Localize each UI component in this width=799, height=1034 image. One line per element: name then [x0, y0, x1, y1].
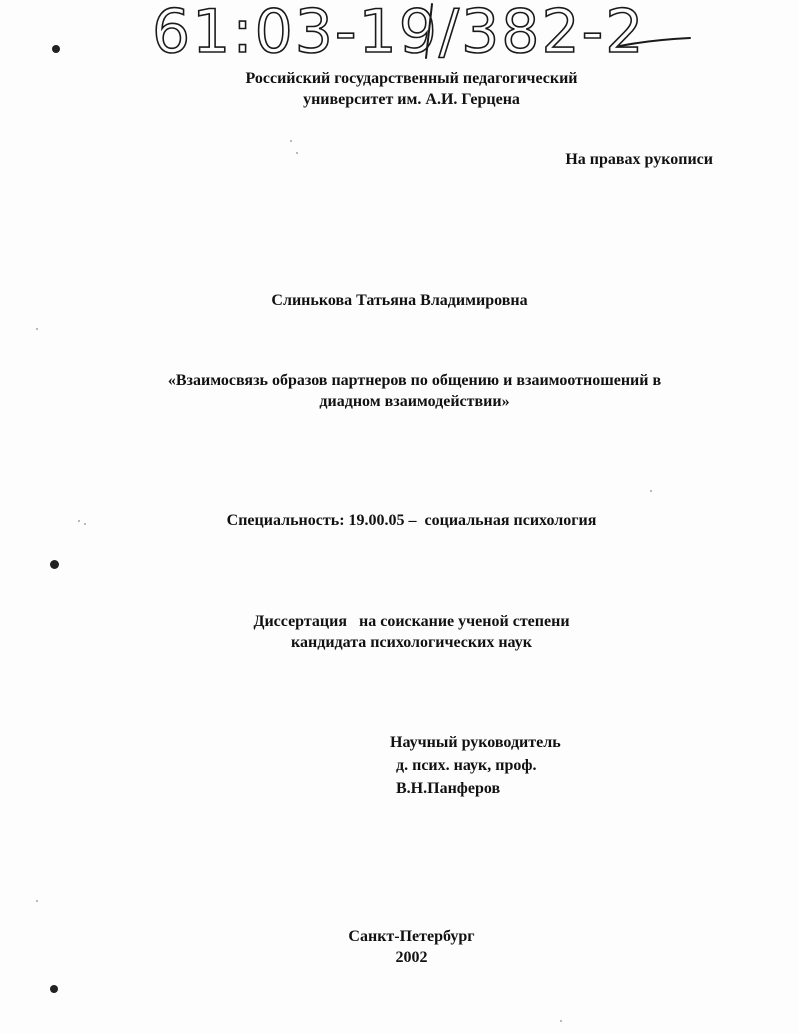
- city-name: Санкт-Петербург: [348, 928, 475, 945]
- handwritten-archive-number-drawing: [150, 0, 710, 62]
- scan-dust: [650, 490, 652, 492]
- scientific-advisor-block: [390, 732, 561, 801]
- scan-speck: [52, 45, 60, 53]
- dissertation-title-line-2: диадном взаимодействии»: [319, 393, 510, 410]
- degree-line-2: кандидата психологических наук: [291, 634, 532, 651]
- institution-line-1: Российский государственный педагогический: [245, 70, 578, 87]
- archive-number-text: 61:03-19/382-2: [152, 0, 646, 62]
- scan-speck: [50, 985, 58, 993]
- degree-block: [12, 611, 799, 653]
- author-name: Слинькова Татьяна Владимировна: [271, 292, 528, 309]
- institution-block: [12, 68, 799, 110]
- advisor-name: В.Н.Панферов: [396, 780, 501, 797]
- scan-dust: [290, 140, 292, 142]
- scan-dust: [84, 523, 86, 525]
- dissertation-title-line-1: «Взаимосвязь образов партнеров по общению и взаимоотношений в: [167, 372, 662, 389]
- scan-dust: [36, 328, 38, 330]
- dissertation-title: [15, 370, 799, 412]
- scan-dust: [78, 520, 80, 522]
- handwritten-archive-number: [150, 0, 710, 62]
- manuscript-rights-label: На правах рукописи: [565, 151, 713, 168]
- scan-dust: [560, 1020, 562, 1022]
- scan-dust: [36, 900, 38, 902]
- city-year-block: [12, 926, 799, 968]
- advisor-credentials: д. псих. наук, проф.: [396, 757, 537, 774]
- institution-line-2: университет им. А.И. Герцена: [303, 91, 520, 108]
- scan-speck: [50, 560, 59, 569]
- specialty-line: Специальность: 19.00.05 – социальная психология: [226, 512, 597, 529]
- scan-dust: [296, 152, 298, 154]
- publication-year: 2002: [395, 949, 428, 966]
- advisor-role: Научный руководитель: [390, 734, 561, 751]
- degree-line-1: Диссертация на соискание ученой степени: [253, 613, 570, 630]
